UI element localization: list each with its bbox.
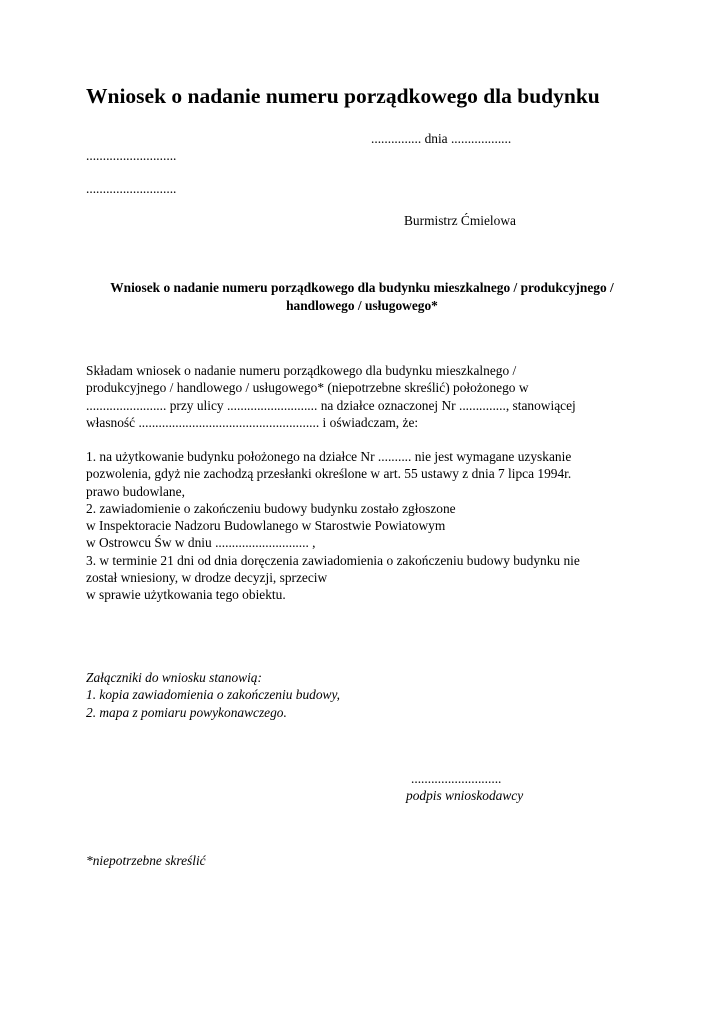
request-subtitle: [60, 279, 664, 315]
request-paragraph: [86, 362, 576, 431]
attachments-heading: Załączniki do wniosku stanowią:: [86, 670, 262, 685]
paragraph-line: własność ...................................................... i oświadczam, że:: [86, 414, 419, 430]
paragraph-line: został wniesiony, w drodze decyzji, sprzeciw: [86, 570, 328, 586]
addressee: Burmistrz Ćmielowa: [404, 213, 516, 228]
footnote: *niepotrzebne skreślić: [86, 853, 206, 868]
signature-line: ...........................: [411, 771, 502, 786]
paragraph-line: 3. w terminie 21 dni od dnia doręczenia zawiadomienia o zakończeniu budowy budynku nie: [86, 552, 580, 568]
paragraph-line: produkcyjnego / handlowego / usługowego* (niepotrzebne skreślić) położonego w: [86, 380, 529, 396]
document-title: Wniosek o nadanie numeru porządkowego dla budynku: [86, 84, 600, 108]
subtitle-line: Wniosek o nadanie numeru porządkowego dla budynku mieszkalnego / produkcyjnego /: [110, 280, 614, 295]
declaration-paragraph: [86, 448, 580, 604]
attachment-item: 1. kopia zawiadomienia o zakończeniu budowy,: [86, 687, 341, 703]
paragraph-line: 2. zawiadomienie o zakończeniu budowy budynku zostało zgłoszone: [86, 500, 456, 516]
attachments-list: [86, 669, 340, 721]
paragraph-line: w Ostrowcu Św w dniu ............................ ,: [86, 535, 316, 551]
date-line: ............... dnia ..................: [371, 131, 512, 146]
paragraph-line: w Inspektoracie Nadzoru Budowlanego w Starostwie Powiatowym: [86, 518, 446, 534]
applicant-address-line: ...........................: [86, 181, 177, 196]
subtitle-line: handlowego / usługowego*: [286, 298, 438, 313]
paragraph-line: prawo budowlane,: [86, 483, 185, 499]
paragraph-line: Składam wniosek o nadanie numeru porządkowego dla budynku mieszkalnego /: [86, 363, 517, 378]
paragraph-line: pozwolenia, gdyż nie zachodzą przesłanki określone w art. 55 ustawy z dnia 7 lipca 1994r.: [86, 466, 572, 482]
signature-label: podpis wnioskodawcy: [406, 788, 524, 803]
paragraph-line: 1. na użytkowanie budynku położonego na działce Nr .......... nie jest wymagane uzyskanie: [86, 449, 572, 464]
attachment-item: 2. mapa z pomiaru powykonawczego.: [86, 704, 287, 720]
applicant-name-line: ...........................: [86, 148, 177, 163]
paragraph-line: w sprawie użytkowania tego obiektu.: [86, 587, 286, 603]
paragraph-line: ........................ przy ulicy ........................... na działce oznaczonej Nr .............., stanowiącej: [86, 397, 576, 413]
